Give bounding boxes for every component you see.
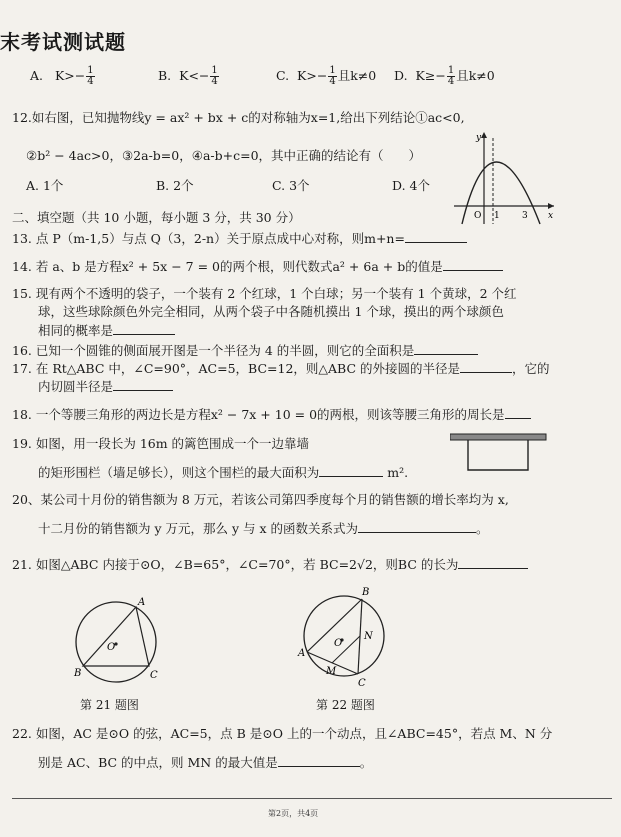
footer-rule <box>12 798 612 799</box>
option-label: A. <box>30 68 44 83</box>
fraction: $\frac{1}{4}$ <box>87 65 94 87</box>
label-b: B <box>74 668 82 679</box>
q16-text: 16. 已知一个圆锥的侧面展开图是一个半径为 4 的半圆，则它的全面积是 <box>12 343 415 358</box>
q17-text: 17. 在 Rt△ABC 中，∠C=90°，AC=5，BC=12，则△ABC 的外接圆的半径是 <box>12 361 460 376</box>
wall <box>450 434 546 440</box>
label-n: N <box>364 631 373 642</box>
label-b: B <box>362 587 370 598</box>
answer-blank[interactable] <box>113 378 173 391</box>
answer-blank[interactable] <box>443 258 503 271</box>
label-a: A <box>298 648 306 659</box>
q11-option-d <box>394 66 495 87</box>
figure-21 <box>66 594 170 694</box>
q15-line2: 球，这些球除颜色外完全相同，从两个袋子中各随机摸出 1 个球，摸出的两个球颜色 <box>38 304 504 319</box>
q22-end: 。 <box>359 755 373 770</box>
q12-line2: ②b² − 4ac>0，③2a-b=0，④a-b+c=0，其中正确的结论有（ ） <box>26 148 422 163</box>
fraction: $\frac{1}{4}$ <box>329 65 336 87</box>
q21-text: 21. 如图△ABC 内接于⊙O，∠B=65°，∠C=70°，若 BC=2√2，则BC 的长为 <box>12 557 459 572</box>
q13-text: 13. 点 P（m-1,5）与点 Q（3，2-n）关于原点成中心对称，则m+n= <box>12 231 405 246</box>
q11-option-b <box>158 66 220 87</box>
fence-rectangle <box>468 440 528 470</box>
y-label: y <box>476 133 482 143</box>
answer-blank[interactable] <box>458 556 528 569</box>
answer-blank[interactable] <box>113 322 175 335</box>
option-label: D. <box>394 68 408 83</box>
q20-text: 十二月份的销售额为 y 万元，那么 y 与 x 的函数关系式为 <box>38 521 359 536</box>
q11-option-c <box>276 66 376 87</box>
q15-line3 <box>38 322 175 339</box>
figure-22-caption: 第 22 题图 <box>316 698 375 712</box>
label-o: O <box>107 642 116 653</box>
label-m: M <box>326 666 337 677</box>
option-text: 且k≠0 <box>337 68 377 83</box>
q19-line1: 19. 如图，用一段长为 16m 的篱笆围成一个一边靠墙 <box>12 436 310 451</box>
q20-line2 <box>38 520 489 537</box>
origin-label: O <box>474 211 482 221</box>
q14 <box>12 258 503 275</box>
answer-blank[interactable] <box>278 754 360 767</box>
fraction: $\frac{1}{4}$ <box>211 65 218 87</box>
option-text: K>− <box>54 68 86 83</box>
q19-text: 的矩形围栏（墙足够长），则这个围栏的最大面积为 <box>38 465 320 480</box>
q11-option-a <box>30 66 96 87</box>
tick-3-label: 3 <box>522 211 528 221</box>
option-text: K<− <box>179 68 210 83</box>
tick-1-label: 1 <box>494 211 500 221</box>
q12-option-c: C. 3个 <box>272 178 310 193</box>
answer-blank[interactable] <box>405 230 467 243</box>
fraction: $\frac{1}{4}$ <box>447 65 455 87</box>
option-label: B. <box>158 68 172 83</box>
section-heading: 二、填空题（共 10 小题，每小题 3 分，共 30 分） <box>12 210 301 225</box>
answer-blank[interactable] <box>505 406 531 419</box>
label-c: C <box>358 678 366 689</box>
figure-21-caption: 第 21 题图 <box>80 698 139 712</box>
q14-text: 14. 若 a、b 是方程x² + 5x − 7 = 0的两个根，则代数式a² + 6a + b的值是 <box>12 259 443 274</box>
parabola-graph <box>450 128 560 226</box>
fence-diagram <box>450 430 550 476</box>
figure-22 <box>296 584 400 690</box>
q22-line1: 22. 如图，AC 是⊙O 的弦，AC=5，点 B 是⊙O 上的一个动点，且∠ABC=45°，若点 M、N 分 <box>12 726 553 741</box>
q12-option-d: D. 4个 <box>392 178 430 193</box>
q13 <box>12 230 467 247</box>
q16 <box>12 342 478 359</box>
option-label: C. <box>276 68 290 83</box>
q22-line2 <box>38 754 372 771</box>
answer-blank[interactable] <box>460 360 512 373</box>
triangle-abc <box>83 607 149 666</box>
page-footer: 第2页，共4页 <box>268 809 319 818</box>
answer-blank[interactable] <box>358 520 476 533</box>
label-a: A <box>138 597 146 608</box>
label-c: C <box>150 670 158 681</box>
option-text: 且k≠0 <box>456 68 495 83</box>
q21 <box>12 556 528 573</box>
option-text: K≥− <box>415 68 446 83</box>
q17-text: 内切圆半径是 <box>38 379 114 394</box>
answer-blank[interactable] <box>414 342 478 355</box>
q17-line1 <box>12 360 550 377</box>
q12-line1: 12.如右图，已知抛物线y = ax² + bx + c的对称轴为x=1,给出下列结论①ac<0, <box>12 110 465 125</box>
q12-option-a: A. 1个 <box>26 178 64 193</box>
q19-line2 <box>38 464 408 481</box>
x-label: x <box>548 211 554 221</box>
label-o: O <box>334 638 343 649</box>
q18 <box>12 406 531 423</box>
q15-text: 相同的概率是 <box>38 323 114 338</box>
q12-option-b: B. 2个 <box>156 178 194 193</box>
option-text: K>− <box>297 68 328 83</box>
answer-blank[interactable] <box>319 464 383 477</box>
q22-text: 别是 AC、BC 的中点，则 MN 的最大值是 <box>38 755 278 770</box>
q19-unit: m². <box>387 465 409 480</box>
page-title: 末考试测试题 <box>0 30 126 54</box>
q17-text-end: ，它的 <box>512 361 550 376</box>
q17-line2 <box>38 378 173 395</box>
q20-line1: 20、某公司十月份的销售额为 8 万元，若该公司第四季度每个月的销售额的增长率均为 x, <box>12 492 509 507</box>
y-axis-arrow <box>481 132 487 138</box>
q18-text: 18. 一个等腰三角形的两边长是方程x² − 7x + 10 = 0的两根，则该等腰三角形的周长是 <box>12 407 505 422</box>
x-axis-arrow <box>548 203 554 209</box>
q20-end: 。 <box>476 521 489 536</box>
q15-line1: 15. 现有两个不透明的袋子，一个装有 2 个红球，1 个白球；另一个装有 1 个黄球，2 个红 <box>12 286 517 301</box>
